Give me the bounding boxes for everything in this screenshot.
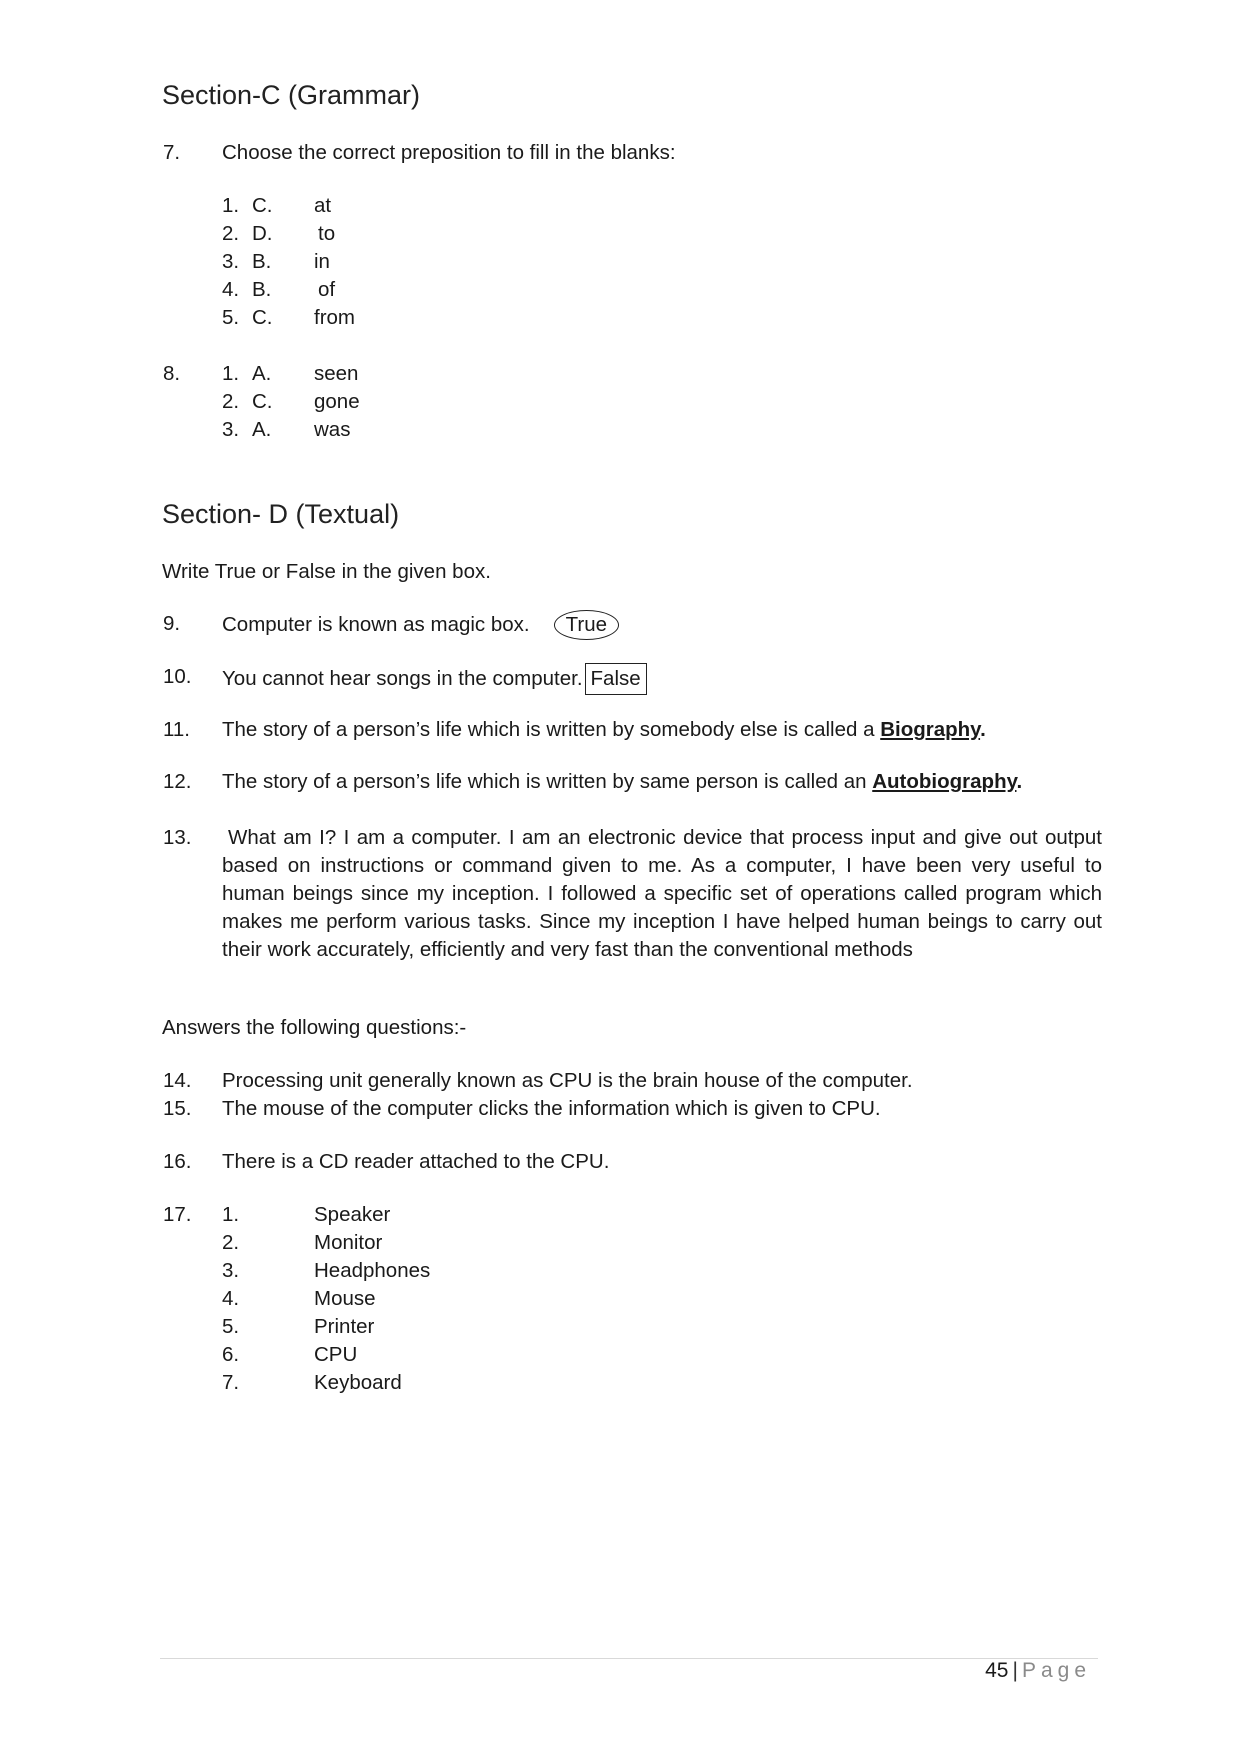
question-number: 16. [163,1150,192,1173]
footer-separator: | [1012,1659,1018,1682]
question-number: 12. [163,770,192,793]
instruction-text: Write True or False in the given box. [162,560,491,583]
question-text: The story of a person’s life which is written by same person is called an [222,770,867,793]
question-13-paragraph: What am I? I am a computer. I am an electronic device that process input and give out output based on instructions or command given to me. As a computer, I have been very useful to human beings since my inception. I followed a specific set of operations called program which makes me perform various tasks. Since my inception I have helped human beings to carry out their work accurately, efficiently and very fast than the conventional methods [222,826,1102,961]
question-number: 8. [163,362,181,385]
question-text: The story of a person’s life which is written by somebody else is called a [222,718,875,741]
answer-text: The mouse of the computer clicks the information which is given to CPU. [222,1097,881,1120]
instruction-text-2: Answers the following questions:- [162,1016,467,1039]
question-number: 15. [163,1097,192,1120]
page-label: Page [1021,1659,1091,1682]
page-footer [985,1659,1091,1683]
question-text: You cannot hear songs in the computer. [222,667,583,690]
boxed-answer: False [585,663,647,695]
question-number: 7. [163,141,181,164]
page-number: 45 [985,1659,1009,1682]
answer-term: Biography [880,718,981,741]
question-text: Choose the correct preposition to fill in the blanks: [222,141,676,164]
section-c-heading: Section-C (Grammar) [162,80,421,110]
question-number: 9. [163,612,181,635]
section-d-heading: Section- D (Textual) [162,499,400,529]
footer-divider [160,1658,1098,1659]
question-number: 14. [163,1069,192,1092]
answer-term: Autobiography [872,770,1017,793]
answer-text: Processing unit generally known as CPU is the brain house of the computer. [222,1069,913,1092]
question-number: 17. [163,1203,192,1226]
question-number: 10. [163,665,192,688]
question-text: Computer is known as magic box. [222,613,530,636]
question-number: 11. [163,718,190,741]
circled-answer: True [554,610,619,640]
answer-text: There is a CD reader attached to the CPU. [222,1150,610,1173]
